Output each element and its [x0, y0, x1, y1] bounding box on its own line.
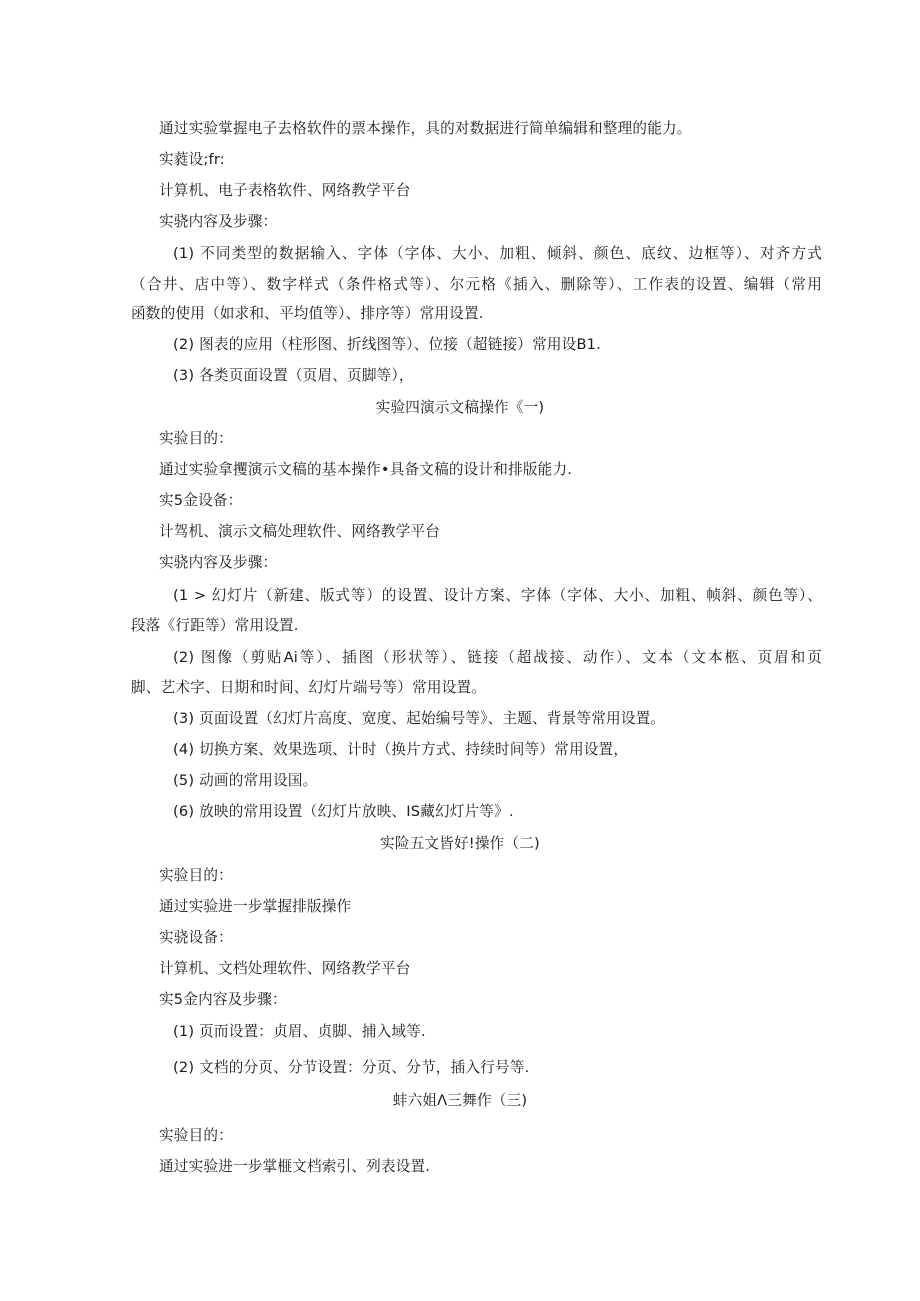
- word-step-2: (2) 文档的分页、分节设置：分页、分节，插入行号等.: [173, 1059, 530, 1076]
- equipment-text: 计算机、电子表格软件、网络教学平台: [159, 182, 411, 199]
- content-steps-label: 实5金内容及步骤：: [159, 991, 287, 1008]
- ppt-step-3: (3) 页面设置（幻灯片高度、宽度、起始编号等》、主题、背景等常用设置。: [173, 710, 666, 727]
- excel-step-1: [131, 238, 822, 300]
- equipment-text: 计驾机、演示文稿处理软件、网络教学平台: [159, 523, 441, 540]
- excel-step-3: (3) 各类页面设置（页眉、页脚等），: [173, 367, 414, 384]
- section-heading-exp4: 实验四演示文稿操作《一): [375, 399, 545, 416]
- excel-step-1-line-2: （合井、店中等）、数字样式（条件格式等）、尔元格《插入、删除等）、工作表的设置、编辑（常用: [131, 276, 822, 293]
- ppt-goal-text: 通过实验拿攫演示文稿的基本操作•具备文稿的设计和排版能力.: [159, 461, 573, 478]
- excel-step-1-line-3: 函数的使用（如求和、平均值等）、排序等）常用设置.: [131, 305, 484, 322]
- word-goal-text: 通过实验进一步掌握排版操作: [159, 898, 352, 915]
- ppt-step-1-line-2: 段落《行距等）常用设置.: [131, 617, 299, 634]
- goal-label: 实验目的：: [159, 867, 233, 884]
- excel-step-1-line-1: (1) 不同类型的数据输入、字体（字体、大小、加粗、倾斜、颜色、底纹、边框等）、对齐方式: [173, 245, 822, 262]
- excel-step-2: (2) 图表的应用（柱形图、折线图等）、位接（超链接）常用设B1.: [173, 336, 601, 353]
- equipment-label: 实蕤设;fr:: [159, 151, 225, 168]
- content-steps-label: 实骁内容及步骤：: [159, 554, 278, 571]
- equipment-label: 实骁设备：: [159, 929, 233, 946]
- ppt-step-2-line-2: 脚、艺术字、日期和时间、幻灯片端号等）常用设置。: [131, 679, 487, 696]
- content-steps-label: 实骁内容及步骤：: [159, 213, 278, 230]
- ppt-step-2-line-1: (2) 图像（剪贴Ai等）、插图（形状等）、链接（超战接、动作）、文本（文本柩、页眉和页: [173, 649, 822, 666]
- goal-label: 实验目的：: [159, 1127, 233, 1144]
- ppt-step-6: (6) 放映的常用设置（幻灯片放映、IS藏幻灯片等》.: [173, 803, 514, 820]
- goal-label: 实验目的：: [159, 430, 233, 447]
- ppt-step-2: [131, 642, 822, 673]
- ppt-step-4: (4) 切换方案、效果选项、计时（换片方式、持续时间等）常用设置，: [173, 741, 629, 758]
- equipment-text: 计算机、文档处理软件、网络教学平台: [159, 960, 411, 977]
- index-goal-text: 通过实验进一步掌榧文档索引、列表设置.: [159, 1158, 431, 1175]
- equipment-label: 实5金设备：: [159, 492, 243, 509]
- section-heading-exp5: 实险五文皆好!操作（二): [380, 835, 540, 852]
- word-step-1: (1) 页而设置：贞眉、贞脚、捕入域等.: [173, 1023, 426, 1040]
- ppt-step-1-line-1: (1 > 幻灯片（新建、版式等）的设置、设计方案、字体（字体、大小、加粗、帧斜、颜色等）、: [173, 587, 822, 604]
- paragraph-excel-goal: 通过实验掌握电子去格软件的票本操作，具的对数据进行简单编辑和整理的能力。: [159, 120, 692, 137]
- section-heading-exp6: 蚌六姐Λ三舞作（三): [392, 1092, 528, 1109]
- ppt-step-1: [131, 580, 822, 611]
- ppt-step-5: (5) 动画的常用设国。: [173, 772, 318, 789]
